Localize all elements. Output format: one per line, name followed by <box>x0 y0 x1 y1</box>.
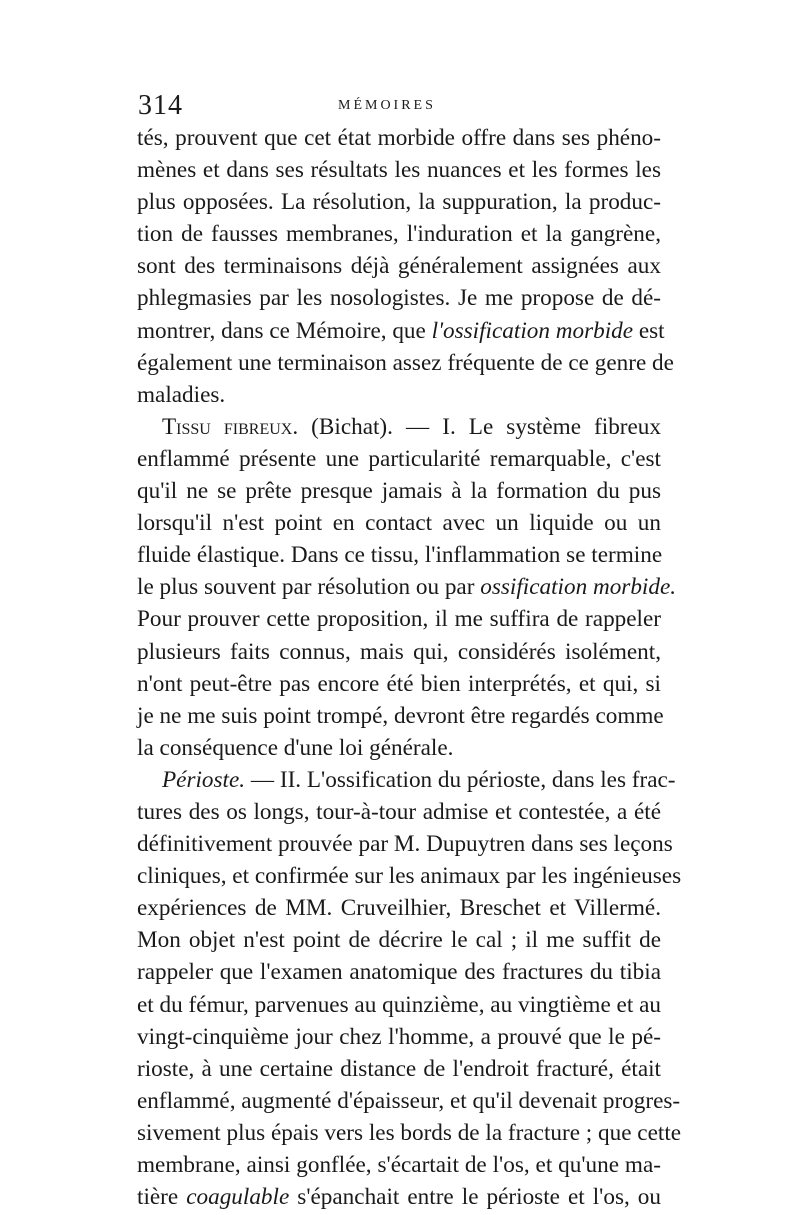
text-line: Mon objet n'est point de décrire le cal ; il me suffit de <box>137 927 661 954</box>
text-line: phlegmasies par les nosologistes. Je me propose de dé- <box>137 285 661 312</box>
text-line: mènes et dans ses résultats les nuances et les formes les <box>137 157 661 184</box>
running-title: MÉMOIRES <box>338 98 436 113</box>
text-line <box>137 571 677 603</box>
text-line: qu'il ne se prête presque jamais à la formation du pus <box>137 478 661 505</box>
text-line: définitivement prouvée par M. Dupuytren dans ses leçons <box>137 831 673 858</box>
section-heading-perioste: Périoste. <box>162 766 246 793</box>
section-heading-line <box>137 411 661 443</box>
text-line: enflammé présente une particularité remarquable, c'est <box>137 445 661 472</box>
italic-term: coagulable <box>186 1184 290 1211</box>
text-line: sont des terminaisons déjà généralement assignées aux <box>137 253 661 280</box>
text-line: fluide élastique. Dans ce tissu, l'inflammation se termine <box>137 542 663 569</box>
text-run: — II. L'ossification du périoste, dans les frac- <box>245 766 676 793</box>
text-line: la conséquence d'une loi générale. <box>137 734 454 761</box>
text-line: et du fémur, parvenues au quinzième, au vingtième et au <box>137 991 661 1018</box>
text-line: vingt-cinquième jour chez l'homme, a prouvé que le pé- <box>137 1023 661 1050</box>
text-line: enflammé, augmenté d'épaisseur, et qu'il devenait progres- <box>137 1087 681 1114</box>
section-heading-line <box>137 764 676 796</box>
text-run: le plus souvent par résolution ou par <box>137 574 481 601</box>
italic-term: ossification morbide. <box>480 574 677 601</box>
text-line <box>137 1181 661 1213</box>
text-line: tures des os longs, tour-à-tour admise et contestée, a été <box>137 798 661 825</box>
section-heading-tissu-fibreux: Tissu fibreux. <box>162 413 299 440</box>
text-line: membrane, ainsi gonflée, s'écartait de l'os, et qu'une ma- <box>137 1152 661 1178</box>
text-run: tière <box>137 1184 187 1211</box>
page-number: 314 <box>138 90 183 121</box>
text-line: rappeler que l'examen anatomique des fractures du tibia <box>137 959 661 986</box>
text-line: tés, prouvent que cet état morbide offre dans ses phéno- <box>137 125 661 151</box>
text-line: rioste, à une certaine distance de l'endroit fracturé, était <box>137 1055 661 1082</box>
text-line: également une terminaison assez fréquente de ce genre de <box>137 349 674 376</box>
page-header <box>138 90 658 120</box>
text-line: tion de fausses membranes, l'induration et la gangrène, <box>137 221 661 248</box>
text-line: lorsqu'il n'est point en contact avec un liquide ou un <box>137 510 661 537</box>
text-run: montrer, dans ce Mémoire, que <box>137 317 432 344</box>
text-line <box>137 315 665 347</box>
text-line: je ne me suis point trompé, devront être regardés comme <box>137 702 664 729</box>
text-run: est <box>633 317 665 344</box>
text-run: s'épanchait entre le périoste et l'os, ou <box>289 1184 661 1211</box>
text-line: n'ont peut-être pas encore été bien interprétés, et qui, si <box>137 670 661 697</box>
text-line: expériences de MM. Cruveilhier, Breschet et Villermé. <box>137 895 661 922</box>
text-line: Pour prouver cette proposition, il me suffira de rappeler <box>137 606 661 633</box>
body-text <box>137 122 682 1213</box>
text-line: plus opposées. La résolution, la suppuration, la produc- <box>137 189 661 216</box>
text-line: sivement plus épais vers les bords de la fracture ; que cette <box>137 1119 682 1146</box>
text-line: plusieurs faits connus, mais qui, considérés isolément, <box>137 638 661 665</box>
text-run: (Bichat). — I. Le système fibreux <box>298 413 661 440</box>
text-line: maladies. <box>137 381 226 408</box>
italic-term: l'ossification morbide <box>431 317 634 344</box>
text-line: cliniques, et confirmée sur les animaux par les ingénieuses <box>137 863 682 890</box>
